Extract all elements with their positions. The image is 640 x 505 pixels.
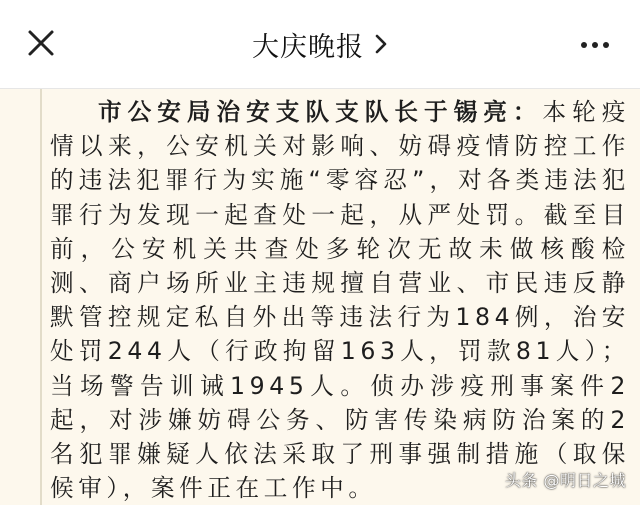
speaker-name: 市公安局治安支队支队长于锡亮： — [98, 98, 543, 126]
account-title-link[interactable] — [252, 25, 388, 64]
top-nav-bar — [0, 0, 640, 89]
more-horizontal-icon[interactable] — [580, 30, 610, 60]
watermark: 头条 @明日之城 — [504, 471, 626, 490]
chevron-right-icon — [374, 32, 388, 56]
article-paragraph — [50, 95, 630, 505]
close-icon[interactable] — [24, 26, 58, 60]
quote-bar — [40, 89, 42, 505]
article-content — [0, 89, 640, 505]
article-body: 本轮疫情以来，公安机关对影响、妨碍疫情防控工作的违法犯罪行为实施“零容忍”，对各类违法犯罪行为发现一起查处一起，从严处罚。截至目前，公安机关共查处多轮次无故未做核酸检测、商户场所业主违规擅自营业、市民违反静默管控规定私自外出等违法行为184例，治安处罚244人（行政拘留163人，罚款81人）；当场警告训诫1945人。侦办涉疫刑事案件2起，对涉嫌妨碍公务、防害传染病防治案的2名犯罪嫌疑人依法采取了刑事强制措施（取保候审），案件正在工作中。 — [50, 98, 630, 503]
account-title: 大庆晚报 — [252, 31, 364, 63]
